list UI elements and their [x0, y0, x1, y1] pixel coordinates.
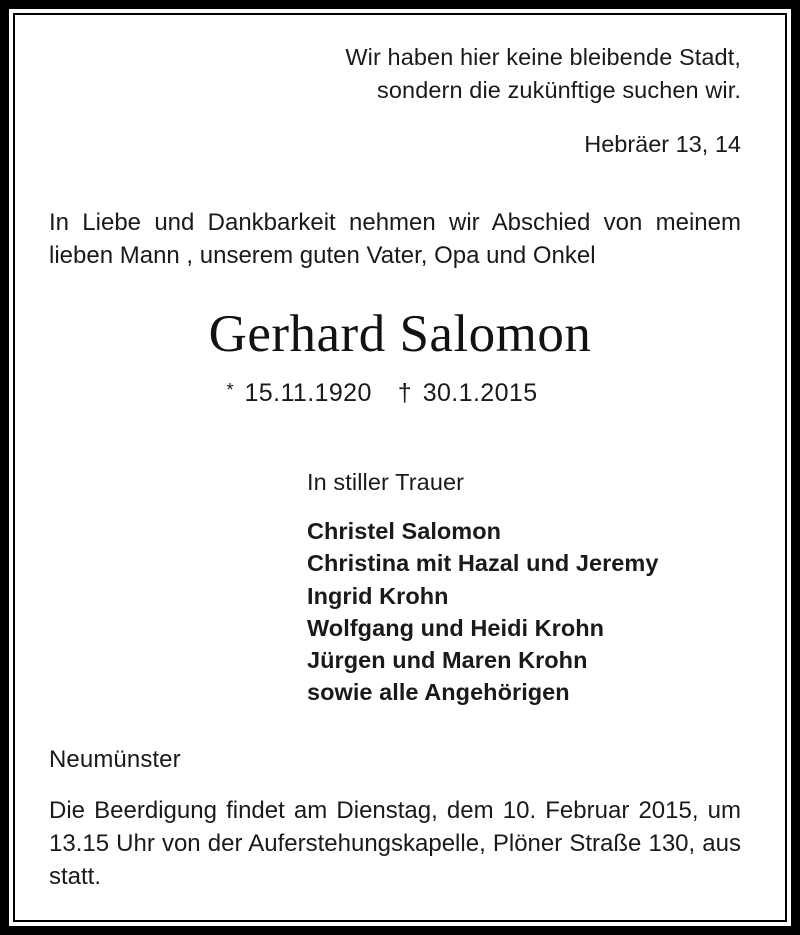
deceased-name: Gerhard Salomon	[208, 304, 592, 363]
obituary-inner-frame	[13, 13, 787, 922]
list-item: Christel Salomon	[307, 518, 502, 545]
funeral-details: Die Beerdigung findet am Dienstag, dem 10. Februar 2015, um 13.15 Uhr von der Auferstehungskapelle, Plöner Straße 130, aus statt.	[49, 797, 741, 890]
birth-star-icon: *	[226, 380, 234, 400]
funeral-place: Neumünster	[49, 746, 181, 774]
death-date: 30.1.2015	[422, 379, 538, 407]
intro-paragraph: In Liebe und Dankbarkeit nehmen wir Abschied von meinem lieben Mann , unserem guten Vater, Opa und Onkel	[49, 209, 741, 269]
verse-line-2: sondern die zukünftige suchen wir.	[377, 77, 741, 104]
scripture-verse	[37, 31, 763, 108]
list-item: Wolfgang und Heidi Krohn	[307, 614, 605, 641]
mourners-heading: In stiller Trauer	[307, 469, 465, 495]
verse-line-1: Wir haben hier keine bleibende Stadt,	[345, 44, 741, 70]
list-item: Jürgen und Maren Krohn	[307, 646, 588, 673]
birth-date: 15.11.1920	[244, 379, 372, 407]
list-item: Christina mit Hazal und Jeremy	[307, 550, 659, 577]
mourners-block	[37, 468, 763, 708]
list-item: Ingrid Krohn	[307, 582, 449, 609]
life-dates	[37, 378, 763, 408]
list-item: sowie alle Angehörigen	[307, 679, 570, 706]
mourners-list	[307, 515, 763, 708]
death-cross-icon: †	[397, 379, 412, 407]
scripture-reference: Hebräer 13, 14	[584, 130, 741, 157]
